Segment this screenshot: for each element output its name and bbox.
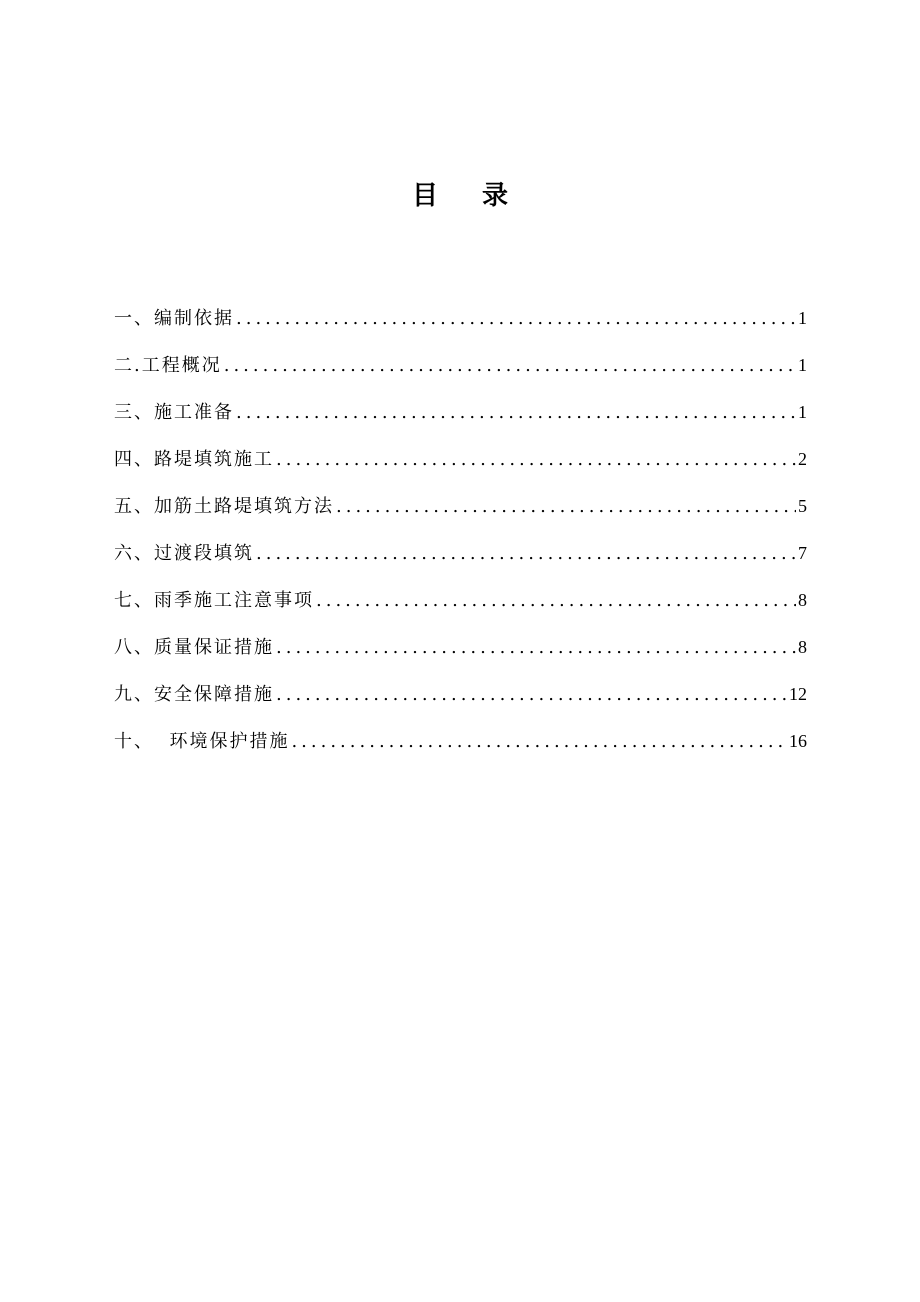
toc-entry-9[interactable] — [114, 674, 807, 721]
toc-entry-7[interactable] — [114, 580, 807, 627]
toc-entry-1[interactable] — [114, 298, 807, 345]
toc-entry-8[interactable] — [114, 627, 807, 674]
toc-entry-3[interactable] — [114, 392, 807, 439]
toc-entry-page: 7 — [798, 543, 807, 563]
toc-entry-page: 16 — [789, 731, 807, 751]
toc-entry-page: 1 — [798, 355, 807, 375]
toc-entry-10[interactable] — [114, 721, 807, 768]
toc-entry-page: 1 — [798, 308, 807, 328]
toc-entry-title: 施工准备 — [154, 402, 234, 423]
toc-dot-leader — [256, 534, 796, 574]
toc-entry-2[interactable] — [114, 345, 807, 392]
toc-dot-leader — [276, 675, 787, 715]
toc-dot-leader — [336, 487, 796, 527]
toc-dot-leader — [276, 628, 796, 668]
toc-entry-number: 二. — [114, 355, 142, 376]
toc-dot-leader — [291, 722, 787, 762]
toc-entry-page: 12 — [789, 684, 807, 704]
toc-entry-5[interactable] — [114, 486, 807, 533]
toc-dot-leader — [316, 581, 796, 621]
toc-entry-number: 七、 — [114, 590, 154, 611]
toc-entry-title: 路堤填筑施工 — [154, 449, 274, 470]
toc-entry-number: 九、 — [114, 684, 154, 705]
toc-entry-number: 三、 — [114, 402, 154, 423]
toc-title-char-1: 目 — [411, 181, 438, 211]
toc-entry-page: 1 — [798, 402, 807, 422]
toc-dot-leader — [276, 440, 796, 480]
toc-entry-4[interactable] — [114, 439, 807, 486]
toc-entry-number: 六、 — [114, 543, 154, 564]
toc-entry-title: 雨季施工注意事项 — [154, 590, 314, 611]
toc-entry-number: 十、 — [114, 731, 170, 752]
toc-dot-leader — [236, 299, 796, 339]
toc-list — [114, 298, 807, 768]
toc-entry-title: 安全保障措施 — [154, 684, 274, 705]
toc-entry-page: 5 — [798, 496, 807, 516]
toc-entry-number: 八、 — [114, 637, 154, 658]
toc-entry-title: 编制依据 — [154, 308, 234, 329]
toc-entry-page: 2 — [798, 449, 807, 469]
toc-entry-title: 质量保证措施 — [154, 637, 274, 658]
toc-entry-title: 过渡段填筑 — [154, 543, 254, 564]
toc-entry-number: 四、 — [114, 449, 154, 470]
toc-entry-number: 五、 — [114, 496, 154, 517]
toc-dot-leader — [224, 346, 796, 386]
toc-entry-page: 8 — [798, 637, 807, 657]
toc-title-char-2: 录 — [482, 181, 509, 211]
toc-entry-title: 加筋土路堤填筑方法 — [154, 496, 334, 517]
toc-title — [0, 176, 920, 216]
toc-entry-page: 8 — [798, 590, 807, 610]
toc-entry-title: 环境保护措施 — [169, 731, 290, 752]
toc-entry-number: 一、 — [114, 308, 154, 329]
toc-entry-title: 工程概况 — [141, 355, 222, 376]
toc-dot-leader — [236, 393, 796, 433]
toc-entry-6[interactable] — [114, 533, 807, 580]
